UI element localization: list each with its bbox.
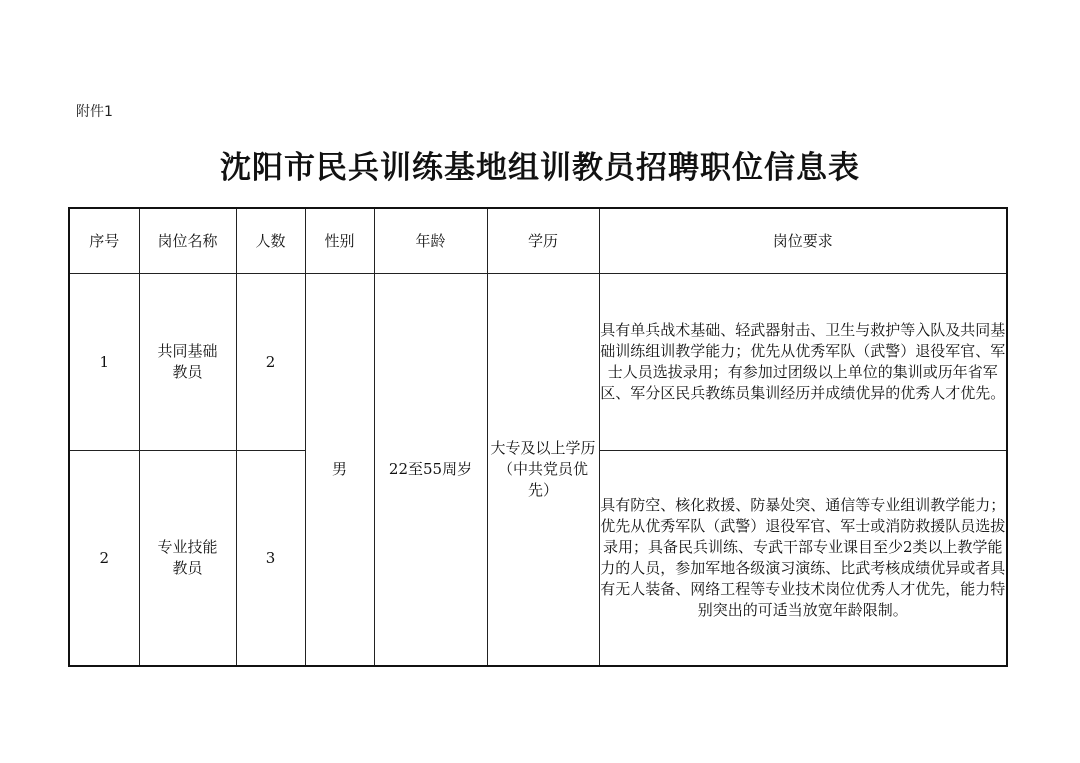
cell-gender: 男 xyxy=(305,274,374,667)
cell-requirement: 具有单兵战术基础、轻武器射击、卫生与救护等入队及共同基础训练组训教学能力；优先从优秀军队（武警）退役军官、军士人员选拔录用；有参加过团级以上单位的集训或历年省军区、军分区民兵教练员集训经历并成绩优异的优秀人才优先。 xyxy=(599,274,1007,451)
cell-index: 2 xyxy=(69,451,139,667)
header-education: 学历 xyxy=(487,208,599,274)
cell-count: 2 xyxy=(236,274,305,451)
header-position: 岗位名称 xyxy=(139,208,236,274)
table-header-row xyxy=(69,208,1007,274)
recruitment-table xyxy=(68,207,1008,667)
cell-education: 大专及以上学历（中共党员优先） xyxy=(487,274,599,667)
position-line: 共同基础 xyxy=(157,342,218,360)
cell-position xyxy=(139,451,236,667)
position-line: 专业技能 xyxy=(157,538,218,556)
cell-position xyxy=(139,274,236,451)
cell-count: 3 xyxy=(236,451,305,667)
header-index: 序号 xyxy=(69,208,139,274)
position-line: 教员 xyxy=(172,559,203,577)
cell-requirement: 具有防空、核化救援、防暴处突、通信等专业组训教学能力；优先从优秀军队（武警）退役军官、军士或消防救援队员选拔录用；具备民兵训练、专武干部专业课目至少2类以上教学能力的人员，参加军地各级演习演练、比武考核成绩优异或者具有无人装备、网络工程等专业技术岗位优秀人才优先，能力特别突出的可适当放宽年龄限制。 xyxy=(599,451,1007,667)
header-requirement: 岗位要求 xyxy=(599,208,1007,274)
header-count: 人数 xyxy=(236,208,305,274)
header-gender: 性别 xyxy=(305,208,374,274)
header-age: 年龄 xyxy=(374,208,487,274)
position-line: 教员 xyxy=(172,363,203,381)
cell-age: 22至55周岁 xyxy=(374,274,487,667)
table-row xyxy=(69,274,1007,451)
cell-index: 1 xyxy=(69,274,139,451)
page-title: 沈阳市民兵训练基地组训教员招聘职位信息表 xyxy=(220,150,860,186)
attachment-label: 附件1 xyxy=(76,104,113,120)
